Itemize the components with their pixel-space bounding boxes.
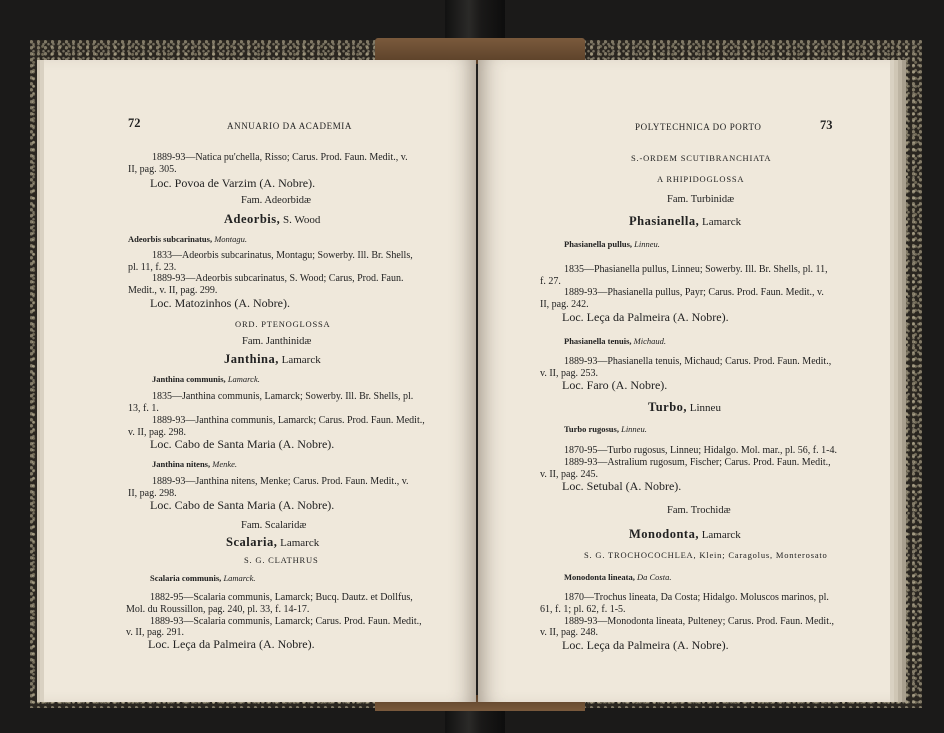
text-line: v. II, pag. 253.	[540, 368, 598, 379]
text-line: 1889-93—Adeorbis subcarinatus, S. Wood; Carus, Prod. Faun.	[152, 273, 404, 284]
family-heading: Fam. Adeorbidæ	[241, 195, 311, 206]
locality-line: Loc. Matozinhos (A. Nobre).	[150, 296, 290, 310]
text-line: 1882-95—Scalaria communis, Lamarck; Bucq. Dautz. et Dollfus,	[150, 592, 413, 603]
genus-heading: Turbo, Linneu	[648, 400, 721, 414]
text-line: 1889-93—Monodonta lineata, Pulteney; Carus. Prod. Faun. Medit.,	[564, 616, 834, 627]
subgenus-heading: S. G. TROCHOCOCHLEA, Klein; Caragolus, Monterosato	[584, 550, 828, 560]
family-heading: Fam. Janthinidæ	[242, 336, 312, 347]
text-line: f. 27.	[540, 276, 561, 287]
right-page	[478, 60, 890, 702]
text-line: Medit., v. II, pag. 299.	[128, 285, 218, 296]
left-page	[44, 60, 476, 702]
text-line: 1835—Janthina communis, Lamarck; Sowerby. Ill. Br. Shells, pl.	[152, 391, 414, 402]
locality-line: Loc. Setubal (A. Nobre).	[562, 479, 682, 493]
text-line: II, pag. 242.	[540, 299, 589, 310]
order-heading: ORD. PTENOGLOSSA	[235, 319, 331, 329]
text-line: 1889-93—Janthina communis, Lamarck; Carus. Prod. Faun. Medit.,	[152, 415, 425, 426]
genus-heading: Janthina, Lamarck	[224, 352, 321, 366]
text-line: 61, f. 1; pl. 62, f. 1-5.	[540, 604, 626, 615]
running-head: ANNUARIO DA ACADEMIA	[227, 121, 353, 131]
locality-line: Loc. Faro (A. Nobre).	[562, 378, 668, 392]
genus-heading: Phasianella, Lamarck	[629, 214, 742, 228]
section-heading: A RHIPIDOGLOSSA	[657, 174, 745, 184]
text-line: 1889-93—Phasianella pullus, Payr; Carus. Prod. Faun. Medit., v.	[564, 287, 824, 298]
locality-line: Loc. Leça da Palmeira (A. Nobre).	[148, 637, 315, 651]
species-heading: Janthina communis, Lamarck.	[152, 374, 260, 384]
page-number: 72	[128, 116, 141, 130]
locality-line: Loc. Leça da Palmeira (A. Nobre).	[562, 638, 729, 652]
family-heading: Fam. Scalaridæ	[241, 520, 307, 531]
species-heading: Phasianella pullus, Linneu.	[564, 239, 660, 249]
family-heading: Fam. Trochidæ	[667, 505, 731, 516]
text-line: v. II, pag. 248.	[540, 627, 598, 638]
text-line: 1835—Phasianella pullus, Linneu; Sowerby. Ill. Br. Shells, pl. 11,	[564, 264, 828, 275]
text-line: 1870-95—Turbo rugosus, Linneu; Hidalgo. Mol. mar., pl. 56, f. 1-4.	[564, 445, 837, 456]
text-line: II, pag. 305.	[128, 164, 177, 175]
species-heading: Adeorbis subcarinatus, Montagu.	[128, 234, 248, 244]
family-heading: Fam. Turbinidæ	[667, 194, 735, 205]
text-line: 1889-93—Natica pu'chella, Risso; Carus. Prod. Faun. Medit., v.	[152, 152, 408, 163]
locality-line: Loc. Leça da Palmeira (A. Nobre).	[562, 310, 729, 324]
text-line: 1889-93—Janthina nitens, Menke; Carus. Prod. Faun. Medit., v.	[152, 476, 409, 487]
locality-line: Loc. Cabo de Santa Maria (A. Nobre).	[150, 437, 335, 451]
text-line: Mol. du Roussillon, pag. 240, pl. 33, f. 14-17.	[126, 604, 310, 615]
genus-heading: Monodonta, Lamarck	[629, 527, 741, 541]
species-heading: Turbo rugosus, Linneu.	[564, 424, 647, 434]
text-line: v. II, pag. 291.	[126, 627, 184, 638]
species-heading: Janthina nitens, Menke.	[152, 459, 238, 469]
text-line: 1889-93—Scalaria communis, Lamarck; Carus. Prod. Faun. Medit.,	[150, 616, 422, 627]
genus-heading: Adeorbis, S. Wood	[224, 212, 321, 226]
suborder-heading: S.-ORDEM SCUTIBRANCHIATA	[631, 153, 772, 163]
text-line: v. II, pag. 245.	[540, 469, 598, 480]
text-line: II, pag. 298.	[128, 488, 177, 499]
text-line: v. II, pag. 298.	[128, 427, 186, 438]
genus-heading: Scalaria, Lamarck	[226, 535, 320, 549]
page-number: 73	[820, 118, 833, 132]
text-line: 1833—Adeorbis subcarinatus, Montagu; Sowerby. Ill. Br. Shells,	[152, 250, 413, 261]
text-line: 1889-93—Phasianella tenuis, Michaud; Carus. Prod. Faun. Medit.,	[564, 356, 832, 367]
locality-line: Loc. Cabo de Santa Maria (A. Nobre).	[150, 498, 335, 512]
species-heading: Scalaria communis, Lamarck.	[150, 573, 256, 583]
species-heading: Monodonta lineata, Da Costa.	[564, 572, 672, 582]
species-heading: Phasianella tenuis, Michaud.	[564, 336, 667, 346]
running-head: POLYTECHNICA DO PORTO	[635, 122, 762, 132]
text-line: 13, f. 1.	[128, 403, 159, 414]
text-line: 1870—Trochus lineata, Da Costa; Hidalgo. Moluscos marinos, pl.	[564, 592, 829, 603]
subgenus-heading: S. G. CLATHRUS	[244, 555, 319, 565]
locality-line: Loc. Povoa de Varzim (A. Nobre).	[150, 176, 316, 190]
text-line: 1889-93—Astralium rugosum, Fischer; Carus. Prod. Faun. Medit.,	[564, 457, 831, 468]
text-line: pl. 11, f. 23.	[128, 262, 177, 273]
